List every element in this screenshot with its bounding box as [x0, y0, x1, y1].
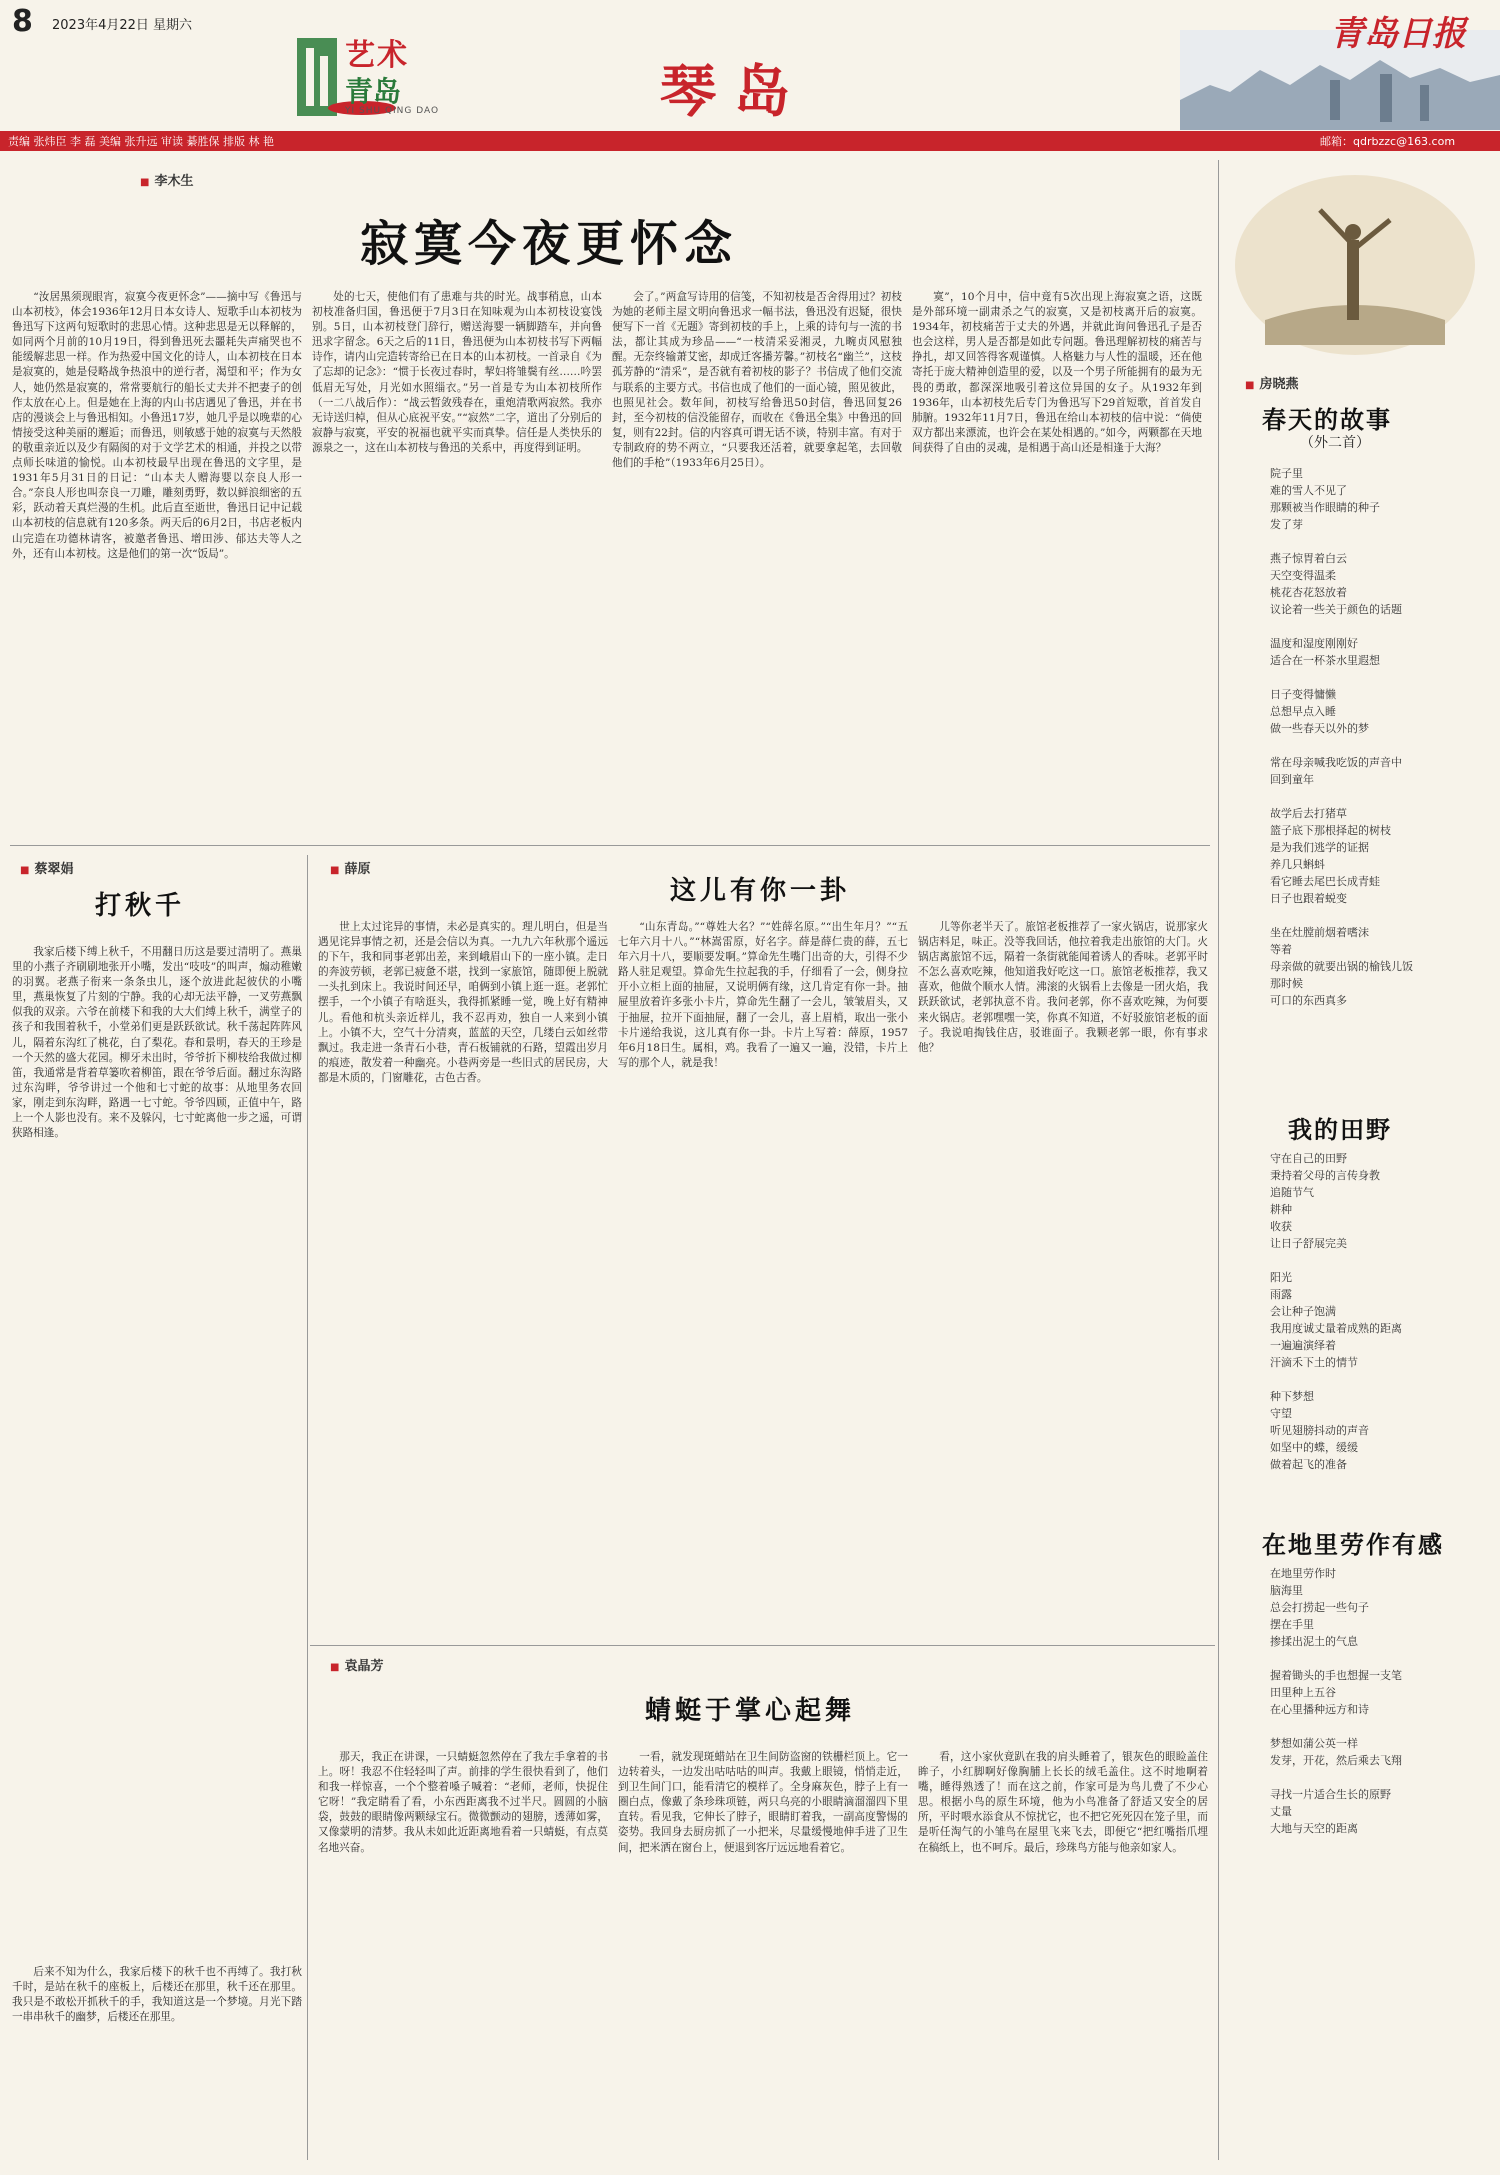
- poem-line: 日子变得慵懒: [1270, 688, 1336, 701]
- article4-column-2: 一看，就发现斑蜡站在卫生间防盗窗的铁栅栏顶上。它一边转着头，一边发出咕咕咕的叫声。我戴上眼镜，悄悄走近，到卫生间门口，能看清它的模样了。全身麻灰色，脖子上有一圈白点，像戴了条珍珠项链，两只乌亮的小眼睛滴溜溜四下里直转。看见我，它伸长了脖子，眼睛盯着我，一副高度警惕的姿势。我回身去厨房抓了一小把米，尽量缓慢地伸手进了卫生间，把米洒在窗台上，便退到客厅远远地看着它。: [618, 1751, 908, 1854]
- poem-line: 院子里: [1270, 467, 1303, 480]
- editor-credits: 责编 张炜臣 李 磊 美编 张升远 审读 綦胜保 排版 林 艳: [8, 135, 274, 148]
- section-title: 琴岛: [660, 59, 808, 125]
- poem-line: 守望: [1270, 1407, 1292, 1420]
- poem-line: 等着: [1270, 943, 1292, 956]
- article2-column-1: 我家后楼下缚上秋千，不用翻日历这是要过清明了。燕巢里的小燕子齐刷刷地张开小嘴，发出“吱吱”的叫声，煽动稚嫩的羽翼。老燕子衔来一条条虫儿，逐个放进此起彼伏的小嘴里，燕巢恢复了片刻的宁静。我的心却无法平静，一叉劳燕飘似我的双亲。六爷在前楼下和我的大大们缚上秋千，满堂子的孩子和我围着秋千，小堂弟们更是跃跃欲试。秋千荡起阵阵风儿，隔着东沟红了桃花，白了梨花。春和景明，春天的王珍是一个天然的盛大花园。柳牙未出时，爷爷折下柳枝给我做过柳笛，我通常是背着草篓吹着柳笛，跟在爷爷后面。翻过东沟路过东沟畔，爷爷讲过一个他和七寸蛇的故事：从地里务农回家，刚走到东沟畔，路遇一七寸蛇。爷爷四顾，正值中午，路上一个人影也没有。来不及躲闪，七寸蛇离他一步之遥，可谓狭路相逢。: [12, 946, 302, 1140]
- poem-line: 总会打捞起一些句子: [1270, 1601, 1369, 1614]
- poem-line: [1270, 1371, 1480, 1388]
- article2-author: ■ 蔡翠娟: [20, 858, 73, 877]
- poem-line: 追随节气: [1270, 1186, 1314, 1199]
- poem-line: 雨露: [1270, 1288, 1292, 1301]
- article1-title: 寂寞今夜更怀念: [360, 216, 739, 272]
- poem-line: 收获: [1270, 1220, 1292, 1233]
- poem-line: [1270, 737, 1480, 754]
- article1-column-2: 处的七天，使他们有了患难与共的时光。战事稍息，山本初枝准备归国，鲁迅便于7月3日在知味观为山本初枝设宴饯别。5日，山本初枝登门辞行，赠送海婴一辆脚踏车，并向鲁迅求字留念。6天之后的11日，鲁迅便为山本初枝书写下两幅诗作，请内山完造转寄给已在日本的山本初枝。一首录自《为了忘却的记念》：“惯于长夜过春时，挈妇将雏鬓有丝……吟罢低眉无写处，月光如水照缁衣。”另一首是专为山本初枝所作（一二八战后作）：“战云暂敛残春在，重炮清歌两寂然。我亦无诗送归棹，但从心底祝平安。”“寂然”二字，道出了分别后的寂静与寂寞，平安的祝福也就平实而真挚。信任是人类快乐的源泉之一，这在山本初枝与鲁迅的关系中，再度得到证明。: [312, 291, 602, 454]
- poem-line: 天空变得温柔: [1270, 569, 1336, 582]
- poem-line: 故学后去打猪草: [1270, 807, 1347, 820]
- article3-column-3: 儿等你老半天了。旅馆老板推荐了一家火锅店，说那家火锅店料足，味正。没等我回话，他拉着我走出旅馆的大门。火锅店离旅馆不远，隔着一条街就能闻着诱人的香味。老郭平时不怎么喜欢吃辣，他知道我好吃这一口。旅馆老板推荐，我又喜欢，他做个顺水人情。沸滚的火锅看上去像是一团火焰，我跃跃欲试，老郭执意不肯。我问老郭，你不喜欢吃辣，为何要来火锅店。老郭嘿嘿一笑，你真不知道，不好驳旅馆老板的面子。我说咱掏钱住店，驳谁面子。我颗老郭一眼，你有事求他？: [918, 921, 1208, 1054]
- poem-line: 如坚中的蝶，缓缓: [1270, 1441, 1358, 1454]
- poem-line: 梦想如蒲公英一样: [1270, 1737, 1358, 1750]
- poem-line: 在地里劳作时: [1270, 1567, 1336, 1580]
- poem-line: 做着起飞的准备: [1270, 1458, 1347, 1471]
- poem-line: 议论着一些关于颜色的话题: [1270, 603, 1402, 616]
- poem-line: 守在自己的田野: [1270, 1152, 1347, 1165]
- poem-line: 桃花杏花怒放着: [1270, 586, 1347, 599]
- statue-illustration-icon: [1225, 170, 1485, 360]
- supplement-title: 艺术: [345, 38, 409, 73]
- poem-line: 田里种上五谷: [1270, 1686, 1336, 1699]
- article3-column-2: “山东青岛。”“尊姓大名？”“姓薛名原。”“出生年月？”“五七年六月十八。”“林嵩雷原，好名字。薛是薛仁贵的薛，五七年六月十八，要顺要发啊。”算命先生嘴门出奇的大，引得不少路人驻足观望。算命先生拉起我的手，仔细看了一会，侧身拉开小立柜上面的抽屉，又说明俩有缘，这几肯定有你一卦。抽屉里放着许多张小卡片，算命先生翻了一会儿，皱皱眉头，又于抽屉，拉开下面抽屉，翻了一会儿，喜上眉梢，取出一张小卡片递给我说，这儿真有你一卦。卡片上写着：薛原，1957年6月18日生。属相，鸡。我看了一遍又一遍，没错，卡片上写的那个人，就是我！: [618, 921, 908, 1069]
- poem2-title: 我的田野: [1288, 1115, 1392, 1144]
- poem-line: [1270, 1718, 1480, 1735]
- poem-line: 温度和湿度刚刚好: [1270, 637, 1358, 650]
- poem-line: 回到童年: [1270, 773, 1314, 786]
- poem-line: [1270, 533, 1480, 550]
- poem-line: 养几只蝌蚪: [1270, 858, 1325, 871]
- poem-line: 一遍遍演绎着: [1270, 1339, 1336, 1352]
- article4-title: 蜻蜓于掌心起舞: [645, 1696, 856, 1726]
- article1-column-3: 会了。”两盒写诗用的信笺，不知初枝是否舍得用过？初枝为她的老师主屋文明向鲁迅求一幅书法，鲁迅没有迟疑，很快便写下一首《无题》寄到初枝的手上，上乘的诗句与一流的书法，都让其成为珍品——“一枝清采妥湘灵，九畹贞风慰独醒。无奈终输萧艾密，却成迁客播芳馨。”初枝名“幽兰”，这枝孤芳静的“清采”，是否就有着初枝的影子？书信成了他们交流与联系的主要方式。书信也成了他们的一面心镜，照见彼此，也照见社会。数年间，初枝写给鲁迅50封信，鲁迅回复26封，至今初枝的信没能留存，而收在《鲁迅全集》中鲁迅的回复，则有22封。信的内容真可谓无话不谈，特别丰富。有对于专制政府的势不两立，“只要我还活着，就要拿起笔，去回敬他们的手枪”（1933年6月25日）。: [612, 291, 902, 470]
- poem-line: 总想早点入睡: [1270, 705, 1336, 718]
- poem-line: 耕种: [1270, 1203, 1292, 1216]
- poem-line: 是为我们逃学的证据: [1270, 841, 1369, 854]
- masthead: 青岛日报: [1330, 14, 1466, 54]
- article2-divider: [307, 855, 308, 2160]
- page-number: 8: [12, 4, 33, 39]
- poem2-body: [1270, 1150, 1480, 1473]
- article4-column-1: 那天，我正在讲课，一只蜻蜓忽然停在了我左手拿着的书上。呀！我忍不住轻轻叫了声。前排的学生很快看到了，他们和我一样惊喜，一个个整着嗓子喊着：“老师，老师，快捉住它呀！”我定睛看了看，小东西距离我不过半尺。圆圆的小脑袋，鼓鼓的眼睛像两颗绿宝石。微微颤动的翅膀，透薄如雾，又像蒙明的清梦。我从未如此近距离地看着一只蜻蜓，有点莫名地兴奋。: [318, 1751, 608, 1854]
- poem-line: 发了芽: [1270, 518, 1303, 531]
- article1-column-1: “汝居黑须现眼宵，寂寞今夜更怀念”——摘中写《鲁迅与山本初枝》，体会1936年12月日本女诗人、短歌手山本初枝为鲁迅写下这两句短歌时的悲思心情。这种悲思是无以释解的，如同两个月前的10月19日，得到鲁迅死去噩耗失声痛哭也不能缓解悲思一样。作为热爱中国文化的诗人，山本初枝在日本是寂寞的，她是侵略战争热浪中的逆行者，渴望和平；作为女人，她仍然是寂寞的，常常要航行的船长丈夫并不把妻子的创作太放在心上。但是她在上海的内山书店遇见了鲁迅，并在书店的漫谈会上与鲁迅相知。小鲁迅17岁，她几乎是以晚辈的心情接受这种美丽的邂逅；而鲁迅，则敏感于她的寂寞与天然般的敬重亲近以及少有隔阂的对于文学艺术的相通，并投之以带点师长味道的愉悦。山本初枝最早出现在鲁迅的文字里，是1931年5月31日的日记：“山本夫人赠海婴以奈良人形一合。”奈良人形也叫奈良一刀雕，雕刻勇野，数以鲜浪细密的五彩，跃动着天真烂漫的生机。此后直至逝世，鲁迅日记中记载山本初枝的信息就有120多条。两天后的6月2日，书店老板内山完造在功德林请客，被邀者鲁迅、增田涉、郁达夫等人之外，还有山本初枝。这是他们的第一次“饭局”。: [12, 291, 302, 560]
- poem-line: [1270, 907, 1480, 924]
- article3-title: 这儿有你一卦: [670, 876, 851, 906]
- poem-line: 在心里播种远方和诗: [1270, 1703, 1369, 1716]
- poem-line: 让日子舒展完美: [1270, 1237, 1347, 1250]
- poem-line: 摆在手里: [1270, 1618, 1314, 1631]
- sidebar-author: ■ 房晓燕: [1245, 373, 1298, 392]
- poem3-title: 在地里劳作有感: [1262, 1530, 1444, 1559]
- poem-line: [1270, 788, 1480, 805]
- sidebar-divider: [1218, 160, 1219, 2160]
- article1-column-4: 寞”，10个月中，信中竟有5次出现上海寂寞之语，这既是外部环境一副肃杀之气的寂寞，又是初枝离开后的寂寞。1934年，初枝痛苦于丈夫的外遇，并就此询问鲁迅孔子是否也会这样，男人是否都是如此专问题。鲁迅理解初枝的痛苦与挣扎，却又回答得客观谨慎。人格魅力与人性的温暖，还在他寄托于庞大精神创造里的爱，以及一个男子所能拥有的最为无畏的勇敢，都深深地吸引着这位异国的女子。从1932年到1936年，山本初枝先后专门为鲁迅写下29首短歌，首首发自肺腑。1932年11月7日，鲁迅在给山本初枝的信中说：“倘使双方都出来漂流，也许会在某处相遇的。”如今，两颗都在天地间获得了自由的灵魂，是相遇于高山还是相逢于大海？: [912, 291, 1202, 454]
- contact-email: 邮箱：qdrbzzc@163.com: [1320, 135, 1456, 148]
- poem-line: 那时候: [1270, 977, 1303, 990]
- poem-line: [1270, 669, 1480, 686]
- poem-line: 握着锄头的手也想握一支笔: [1270, 1669, 1402, 1682]
- poem-line: [1270, 1650, 1480, 1667]
- poem-line: 汗滴禾下土的情节: [1270, 1356, 1358, 1369]
- poem-line: 篮子底下那根择起的树枝: [1270, 824, 1391, 837]
- poem1-subtitle: （外二首）: [1300, 435, 1370, 451]
- poem-line: 种下梦想: [1270, 1390, 1314, 1403]
- poem-line: 我用度诚丈量着成熟的距离: [1270, 1322, 1402, 1335]
- article2-column-2: 后来不知为什么，我家后楼下的秋千也不再缚了。我打秋千时，是站在秋千的座板上，后楼还在那里，秋千还在那里。我只是不敢松开抓秋千的手，我知道这是一个梦境。月光下踏一串串秋千的幽梦，后楼还在那里。: [12, 1966, 302, 2024]
- poem-line: 可口的东西真多: [1270, 994, 1347, 1007]
- supplement-pinyin: YI SHU QING DAO: [345, 106, 440, 116]
- poem-line: 燕子惊胃着白云: [1270, 552, 1347, 565]
- article3-author: ■ 薛原: [330, 858, 370, 877]
- poem-line: 掺揉出泥土的气息: [1270, 1635, 1358, 1648]
- poem1-body: [1270, 465, 1480, 1009]
- poem-line: 秉持着父母的言传身教: [1270, 1169, 1380, 1182]
- article2-title: 打秋千: [95, 891, 186, 921]
- article3-column-1: 世上太过诧异的事情，未必是真实的。理儿明白，但是当遇见诧异事情之初，还是会信以为真。一九九六年秋那个遥远的下午，我和同事老郭出差，来到峨眉山下的一座小镇。走日的奔波劳顿，老郭已疲惫不堪，找到一家旅馆，随即便上脱就一头扎到床上。我说时间还早，咱俩到小镇上逛一逛。老郭忙摆手，一个小镇子有啥逛头，我得抓紧睡一觉，晚上好有精神儿。看他和杭头亲近样儿，我不忍再劝，独自一人来到小镇上。小镇不大，空气十分清爽，蓝蓝的天空，几缕白云如丝带飘过。我走进一条青石小巷，青石板铺就的石路，望霞出岁月的痕迹，散发着一种幽亮。小巷两旁是一些旧式的居民房，大都是木质的，门窗雕花，古色古香。: [318, 921, 608, 1084]
- poem-line: 做一些春天以外的梦: [1270, 722, 1369, 735]
- poem-line: [1270, 1252, 1480, 1269]
- poem-line: 寻找一片适合生长的原野: [1270, 1788, 1391, 1801]
- supplement-subtitle: 青岛: [345, 75, 402, 108]
- poem-line: [1270, 1769, 1480, 1786]
- poem-line: 坐在灶膛前烟着嗜沫: [1270, 926, 1369, 939]
- poem-line: 丈量: [1270, 1805, 1292, 1818]
- article4-author: ■ 袁晶芳: [330, 1655, 383, 1674]
- poem-line: [1270, 618, 1480, 635]
- poem-line: 脑海里: [1270, 1584, 1303, 1597]
- poem-line: 看它睡去尾巴长成青蛙: [1270, 875, 1380, 888]
- poem-line: 听见翅膀抖动的声音: [1270, 1424, 1369, 1437]
- poem-line: 适合在一杯茶水里遐想: [1270, 654, 1380, 667]
- poem-line: 那颗被当作眼睛的种子: [1270, 501, 1380, 514]
- poem-line: 发芽，开花，然后乘去飞翔: [1270, 1754, 1402, 1767]
- divider-2: [310, 1645, 1215, 1646]
- poem-line: 会让种子饱满: [1270, 1305, 1336, 1318]
- poem1-title: 春天的故事: [1262, 405, 1392, 434]
- poem-line: 母亲做的就要出锅的榆钱儿饭: [1270, 960, 1413, 973]
- poem-line: 常在母亲喊我吃饭的声音中: [1270, 756, 1402, 769]
- issue-date: 2023年4月22日 星期六: [52, 18, 193, 33]
- article1-author: ■ 李木生: [140, 170, 193, 189]
- article4-column-3: 看，这小家伙竟趴在我的肩头睡着了，银灰色的眼睑盖住眸子，小红脚啊好像胸脯上长长的绒毛盖住。这不时地啊着嘴，睡得熟透了！而在这之前，作家可是为鸟儿费了不少心思。根据小鸟的原生环境，他为小鸟准备了舒适又安全的居所，平时喂水添食从不惊扰它，也不把它死死囚在笼子里，而是听任淘气的小雏鸟在屋里飞来飞去，即便它“把红嘴指爪埋在稿纸上，也不呵斥。最后，珍珠鸟方能与他亲如家人。: [918, 1751, 1208, 1854]
- poem3-body: [1270, 1565, 1480, 1837]
- poem-line: 日子也跟着蜕变: [1270, 892, 1347, 905]
- poem-line: 大地与天空的距离: [1270, 1822, 1358, 1835]
- divider: [10, 845, 1210, 846]
- poem-line: 阳光: [1270, 1271, 1292, 1284]
- poem-line: 难的雪人不见了: [1270, 484, 1347, 497]
